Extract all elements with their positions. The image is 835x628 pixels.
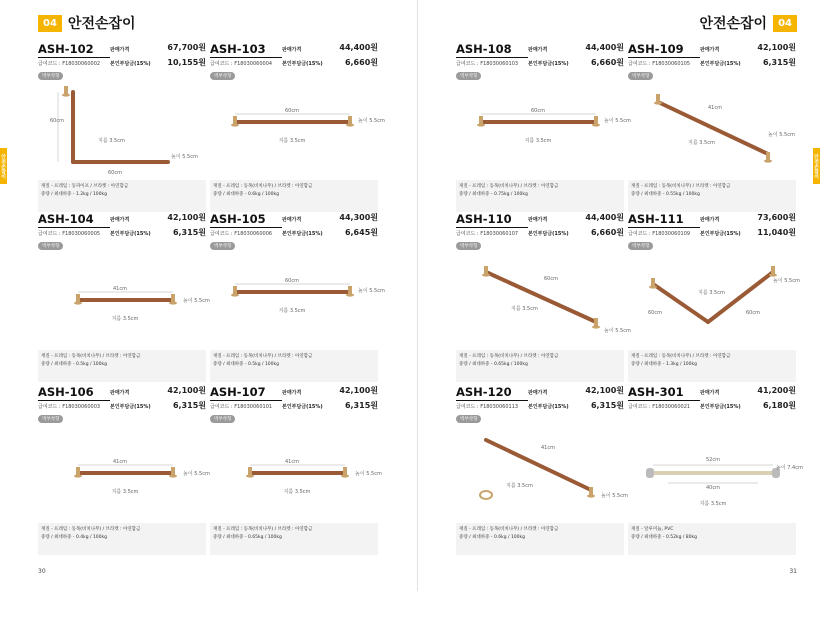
side-index-tabs <box>813 28 835 628</box>
handrail-bar <box>486 440 591 490</box>
bracket-post <box>64 86 68 94</box>
copay-label: 본인부담금(15%) <box>528 61 569 67</box>
bracket-post <box>248 467 252 475</box>
copay-value: 6,315원 <box>172 401 206 410</box>
weight-spec: 중량 / 최대하중 - 0.52kg / 80kg <box>631 535 697 540</box>
dim-diameter-label: 지름 3.5cm <box>98 138 125 144</box>
price-value: 41,200원 <box>757 386 796 395</box>
product-image <box>456 252 631 344</box>
dim-depth-label: 높이 5.5cm <box>601 493 628 499</box>
copay-label: 본인부담금(15%) <box>282 231 323 237</box>
bracket-post <box>76 467 80 475</box>
code-value: F18030060006 <box>234 231 273 237</box>
insurance-code <box>628 403 690 410</box>
price-label: 판매가격 <box>110 390 130 396</box>
code-prefix: 급여코드 : <box>628 231 653 237</box>
dim-depth-label: 높이 5.5cm <box>604 328 631 334</box>
bracket-post <box>656 94 660 102</box>
bracket-flange <box>482 273 490 276</box>
dim-diameter-label: 지름 3.5cm <box>111 489 139 495</box>
weight-spec: 중량 / 최대하중 - 0.6kg / 100kg <box>213 192 279 197</box>
price-value: 67,700원 <box>167 43 206 52</box>
weight-spec: 중량 / 최대하중 - 0.75kg / 100kg <box>459 192 528 197</box>
product-image <box>38 425 210 517</box>
copay-label: 본인부담금(15%) <box>110 231 151 237</box>
copay-label: 본인부담금(15%) <box>282 404 323 410</box>
price-value: 42,100원 <box>585 386 624 395</box>
material-spec: 재질 - 프레임 : 동목(비치나무) / 브라켓 : 아연합금 <box>213 527 313 532</box>
material-spec: 재질 - 알루미늄, PVC <box>631 527 674 532</box>
bracket-post <box>484 266 488 274</box>
code-prefix: 급여코드 : <box>38 231 63 237</box>
mount-type-badge: 벽부착형 <box>38 242 63 250</box>
copay-value: 6,645원 <box>344 228 378 237</box>
spec-box <box>628 350 796 382</box>
price-label: 판매가격 <box>700 47 720 53</box>
dim-depth-label: 높이 5.5cm <box>171 154 198 160</box>
bracket-post <box>771 266 775 274</box>
weight-spec: 중량 / 최대하중 - 0.65kg / 100kg <box>459 362 528 367</box>
dim-diameter-label: 지름 3.5cm <box>511 306 538 312</box>
price-label: 판매가격 <box>528 47 548 53</box>
mount-type-badge: 벽부착형 <box>628 72 653 80</box>
dim-diameter-label: 지름 3.5cm <box>278 138 306 144</box>
dim-depth-label: 높이 5.5cm <box>183 471 210 477</box>
bracket-flange <box>654 101 662 104</box>
product-image <box>38 252 210 344</box>
side-tab-active[interactable]: 안전손잡이 <box>813 148 820 184</box>
mount-type-badge: 벽부착형 <box>210 242 235 250</box>
code-prefix: 급여코드 : <box>210 404 235 410</box>
insurance-code <box>456 403 518 410</box>
product-card <box>210 212 385 380</box>
dim-depth-label: 높이 5.5cm <box>355 471 382 477</box>
dim-width-label: 60cm <box>108 170 122 176</box>
dim-diameter-label: 지름 3.5cm <box>111 316 139 322</box>
price-label: 판매가격 <box>700 217 720 223</box>
dim-width-label: 41cm <box>113 286 127 292</box>
handrail-bar <box>486 272 596 322</box>
material-spec: 재질 - 프레임 : 동목(비치나무) / 브라켓 : 아연합금 <box>41 527 141 532</box>
section-header <box>38 12 136 34</box>
dim-width-label: 60cm <box>544 276 558 282</box>
bracket-flange <box>764 159 772 162</box>
bracket-post <box>233 286 237 294</box>
handrail-bar <box>708 272 773 322</box>
section-number: 04 <box>38 15 62 32</box>
code-prefix: 급여코드 : <box>38 404 63 410</box>
copay-value: 6,660원 <box>590 58 624 67</box>
model-number: ASH-120 <box>456 385 528 401</box>
copay-value: 6,180원 <box>762 401 796 410</box>
dim-inner-label: 40cm <box>706 485 720 491</box>
price-label: 판매가격 <box>528 390 548 396</box>
product-card <box>38 212 210 380</box>
dim-width-label: 41cm <box>285 459 299 465</box>
insurance-code <box>38 230 100 237</box>
copay-label: 본인부담금(15%) <box>700 61 741 67</box>
dim-diameter-label: 지름 3.5cm <box>698 290 725 296</box>
spec-box <box>628 180 796 212</box>
copay-value: 10,155원 <box>167 58 206 67</box>
bracket-flange <box>169 474 177 477</box>
material-spec: 재질 - 프레임 : 동목(비치나무) / 브라켓 : 아연합금 <box>459 184 559 189</box>
model-number: ASH-107 <box>210 385 282 401</box>
product-card <box>38 385 210 553</box>
code-prefix: 급여코드 : <box>456 231 481 237</box>
code-prefix: 급여코드 : <box>456 61 481 67</box>
price-value: 73,600원 <box>757 213 796 222</box>
price-label: 판매가격 <box>282 217 302 223</box>
code-value: F18030060103 <box>480 61 519 67</box>
copay-label: 본인부담금(15%) <box>110 404 151 410</box>
left-page <box>0 0 417 591</box>
spec-box <box>456 523 624 555</box>
spec-box <box>456 350 624 382</box>
price-value: 44,400원 <box>339 43 378 52</box>
product-card <box>456 42 631 210</box>
price-label: 판매가격 <box>700 390 720 396</box>
product-card <box>210 42 385 210</box>
code-value: F18030060101 <box>234 404 273 410</box>
bracket-post <box>233 116 237 124</box>
price-value: 42,100원 <box>167 213 206 222</box>
bracket-flange <box>231 123 239 126</box>
code-prefix: 급여코드 : <box>456 404 481 410</box>
dim-depth-label: 높이 5.5cm <box>773 278 800 284</box>
copay-value: 6,660원 <box>590 228 624 237</box>
dim-depth-label: 높이 5.5cm <box>358 288 385 294</box>
section-number: 04 <box>773 15 797 32</box>
mount-type-badge: 벽부착형 <box>628 242 653 250</box>
code-value: F18030060105 <box>652 61 691 67</box>
bracket-flange <box>649 285 657 288</box>
bracket-post <box>651 278 655 286</box>
bracket-flange <box>769 273 777 276</box>
bracket-flange <box>346 123 354 126</box>
price-value: 42,100원 <box>757 43 796 52</box>
bracket-post <box>171 467 175 475</box>
code-value: F18030060004 <box>234 61 273 67</box>
spec-box <box>210 180 378 212</box>
section-header <box>699 12 797 34</box>
spec-box <box>628 523 796 555</box>
code-prefix: 급여코드 : <box>210 61 235 67</box>
bracket-flange <box>480 491 492 499</box>
copay-label: 본인부담금(15%) <box>700 231 741 237</box>
product-card <box>628 385 803 553</box>
page-number: 30 <box>38 568 46 575</box>
material-spec: 재질 - 프레임 : 동목(비치나무) / 브라켓 : 아연합금 <box>631 354 731 359</box>
model-number: ASH-108 <box>456 42 528 58</box>
mount-type-badge: 벽부착형 <box>38 415 63 423</box>
copay-label: 본인부담금(15%) <box>528 231 569 237</box>
code-prefix: 급여코드 : <box>628 404 653 410</box>
model-number: ASH-111 <box>628 212 700 228</box>
material-spec: 재질 - 프레임 : 동목(비치나무) / 브라켓 : 아연합금 <box>459 354 559 359</box>
spec-box <box>210 523 378 555</box>
price-label: 판매가격 <box>282 390 302 396</box>
product-image <box>456 82 631 174</box>
bracket-flange <box>74 474 82 477</box>
model-number: ASH-106 <box>38 385 110 401</box>
dim-diameter-label: 지름 3.5cm <box>506 483 533 489</box>
product-image <box>210 82 385 174</box>
side-index-tabs <box>0 28 22 628</box>
model-number: ASH-109 <box>628 42 700 58</box>
dim-diameter-label: 지름 3.5cm <box>283 489 311 495</box>
end-cap <box>646 468 654 478</box>
product-card <box>456 385 628 553</box>
copay-label: 본인부담금(15%) <box>282 61 323 67</box>
insurance-code <box>456 60 518 67</box>
price-value: 42,100원 <box>339 386 378 395</box>
mount-type-badge: 벽부착형 <box>456 415 481 423</box>
model-number: ASH-110 <box>456 212 528 228</box>
dim-depth-label: 높이 5.5cm <box>358 118 385 124</box>
price-label: 판매가격 <box>110 217 130 223</box>
insurance-code <box>210 60 272 67</box>
price-value: 44,300원 <box>339 213 378 222</box>
model-number: ASH-104 <box>38 212 110 228</box>
copay-value: 6,660원 <box>344 58 378 67</box>
code-value: F18030060107 <box>480 231 519 237</box>
dim-width-label: 60cm <box>285 108 299 114</box>
bracket-post <box>479 116 483 124</box>
weight-spec: 중량 / 최대하중 - 0.5kg / 100kg <box>213 362 279 367</box>
price-value: 44,400원 <box>585 43 624 52</box>
bracket-post <box>594 116 598 124</box>
dim-diameter-label: 지름 3.5cm <box>699 501 727 507</box>
bracket-flange <box>592 325 600 328</box>
dim-width-label: 60cm <box>285 278 299 284</box>
price-label: 판매가격 <box>282 47 302 53</box>
spec-box <box>456 180 624 212</box>
dim-width-label: 41cm <box>708 105 722 111</box>
bracket-post <box>76 294 80 302</box>
weight-spec: 중량 / 최대하중 - 0.55kg / 100kg <box>631 192 700 197</box>
insurance-code <box>38 60 100 67</box>
code-value: F18030060005 <box>62 231 101 237</box>
dim-diameter-label: 지름 3.5cm <box>278 308 306 314</box>
side-tab-active[interactable]: 안전손잡이 <box>0 148 7 184</box>
product-card <box>38 42 206 210</box>
bracket-flange <box>74 301 82 304</box>
bracket-flange <box>231 293 239 296</box>
bracket-flange <box>62 93 70 96</box>
code-value: F18030060021 <box>652 404 691 410</box>
bracket-flange <box>346 293 354 296</box>
dim-depth-label: 높이 5.5cm <box>604 118 631 124</box>
weight-spec: 중량 / 최대하중 - 0.6kg / 100kg <box>459 535 525 540</box>
material-spec: 재질 - 프레임 : 동파이프 / 브라켓 : 아연합금 <box>41 184 129 189</box>
material-spec: 재질 - 프레임 : 동목(비치나무) / 브라켓 : 아연합금 <box>213 354 313 359</box>
product-image <box>628 252 800 344</box>
bracket-flange <box>477 123 485 126</box>
dim-width-label: 41cm <box>113 459 127 465</box>
model-number: ASH-301 <box>628 385 700 401</box>
bracket-flange <box>169 301 177 304</box>
material-spec: 재질 - 프레임 : 동목(비치나무) / 브라켓 : 아연합금 <box>459 527 559 532</box>
model-number: ASH-103 <box>210 42 282 58</box>
section-title: 안전손잡이 <box>699 16 768 32</box>
dim-depth-label: 높이 7.4cm <box>776 465 803 471</box>
code-prefix: 급여코드 : <box>210 231 235 237</box>
dim-width-label: 52cm <box>706 457 720 463</box>
bracket-flange <box>587 494 595 497</box>
price-label: 판매가격 <box>110 47 130 53</box>
copay-label: 본인부담금(15%) <box>110 61 151 67</box>
copay-label: 본인부담금(15%) <box>528 404 569 410</box>
bracket-flange <box>341 474 349 477</box>
copay-value: 6,315원 <box>590 401 624 410</box>
price-label: 판매가격 <box>528 217 548 223</box>
code-value: F18030060002 <box>62 61 101 67</box>
dim-depth-label: 높이 5.5cm <box>768 132 795 138</box>
weight-spec: 중량 / 최대하중 - 1.3kg / 100kg <box>631 362 697 367</box>
insurance-code <box>38 403 100 410</box>
code-prefix: 급여코드 : <box>628 61 653 67</box>
insurance-code <box>210 230 272 237</box>
product-image <box>456 425 628 517</box>
code-value: F18030060109 <box>652 231 691 237</box>
code-prefix: 급여코드 : <box>38 61 63 67</box>
weight-spec: 중량 / 최대하중 - 0.4kg / 100kg <box>41 535 107 540</box>
product-card <box>456 212 631 380</box>
code-value: F18030060113 <box>480 404 519 410</box>
product-card <box>210 385 382 553</box>
dim-diameter-label: 지름 3.5cm <box>688 140 715 146</box>
product-image <box>628 82 796 174</box>
bracket-post <box>348 116 352 124</box>
bracket-flange <box>246 474 254 477</box>
weight-spec: 중량 / 최대하중 - 0.65kg / 100kg <box>213 535 282 540</box>
section-title: 안전손잡이 <box>67 16 136 32</box>
spec-box <box>38 523 206 555</box>
model-number: ASH-102 <box>38 42 110 58</box>
dim-left-label: 60cm <box>648 310 662 316</box>
copay-value: 11,040원 <box>757 228 796 237</box>
price-value: 42,100원 <box>167 386 206 395</box>
bracket-post <box>589 487 593 495</box>
code-value: F18030060003 <box>62 404 101 410</box>
copay-value: 6,315원 <box>172 228 206 237</box>
copay-value: 6,315원 <box>344 401 378 410</box>
mount-type-badge: 벽부착형 <box>38 72 63 80</box>
price-value: 44,400원 <box>585 213 624 222</box>
bracket-post <box>343 467 347 475</box>
dim-width-label: 41cm <box>541 445 555 451</box>
mount-type-badge: 벽부착형 <box>210 72 235 80</box>
product-card <box>628 42 796 210</box>
bracket-flange <box>592 123 600 126</box>
dim-right-label: 60cm <box>746 310 760 316</box>
page-number: 31 <box>789 568 797 575</box>
product-image <box>38 82 206 174</box>
insurance-code <box>456 230 518 237</box>
copay-value: 6,315원 <box>762 58 796 67</box>
product-card <box>628 212 800 380</box>
product-image <box>628 425 803 517</box>
bracket-post <box>594 318 598 326</box>
bracket-post <box>766 152 770 160</box>
bracket-post <box>171 294 175 302</box>
mount-type-badge: 벽부착형 <box>456 242 481 250</box>
material-spec: 재질 - 프레임 : 동목(비치나무) / 브라켓 : 아연합금 <box>213 184 313 189</box>
spec-box <box>38 180 206 212</box>
material-spec: 재질 - 프레임 : 동목(비치나무) / 브라켓 : 아연합금 <box>631 184 731 189</box>
product-image <box>210 425 382 517</box>
bracket-post <box>348 286 352 294</box>
product-image <box>210 252 385 344</box>
insurance-code <box>628 230 690 237</box>
weight-spec: 중량 / 최대하중 - 0.5kg / 100kg <box>41 362 107 367</box>
dim-height-label: 60cm <box>50 118 64 124</box>
mount-type-badge: 벽부착형 <box>210 415 235 423</box>
material-spec: 재질 - 프레임 : 동목(비치나무) / 브라켓 : 아연합금 <box>41 354 141 359</box>
right-page <box>418 0 835 591</box>
weight-spec: 중량 / 최대하중 - 1.2kg / 100kg <box>41 192 107 197</box>
model-number: ASH-105 <box>210 212 282 228</box>
insurance-code <box>628 60 690 67</box>
spec-box <box>38 350 206 382</box>
copay-label: 본인부담금(15%) <box>700 404 741 410</box>
mount-type-badge: 벽부착형 <box>456 72 481 80</box>
dim-width-label: 60cm <box>531 108 545 114</box>
spec-box <box>210 350 378 382</box>
dim-diameter-label: 지름 3.5cm <box>524 138 552 144</box>
insurance-code <box>210 403 272 410</box>
dim-depth-label: 높이 5.5cm <box>183 298 210 304</box>
